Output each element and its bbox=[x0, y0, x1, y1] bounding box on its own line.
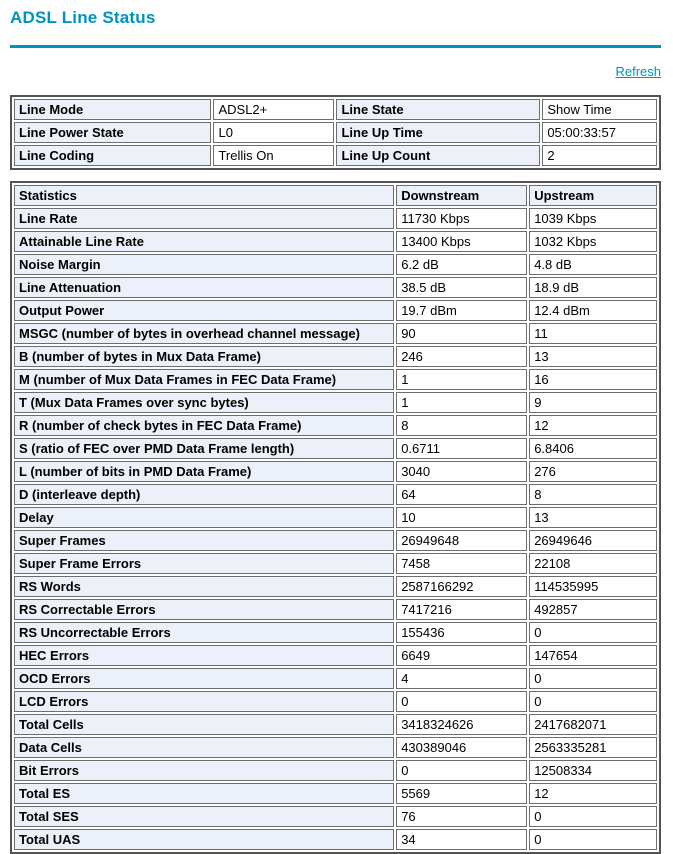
table-row bbox=[14, 231, 657, 252]
page-title: ADSL Line Status bbox=[10, 8, 156, 27]
stats-upstream-cell: 16 bbox=[529, 369, 657, 390]
stats-label-cell: RS Correctable Errors bbox=[14, 599, 394, 620]
stats-label-cell: D (interleave depth) bbox=[14, 484, 394, 505]
stats-downstream-cell: 13400 Kbps bbox=[396, 231, 527, 252]
table-row bbox=[14, 438, 657, 459]
stats-downstream-cell: 246 bbox=[396, 346, 527, 367]
stats-downstream-cell: 0.6711 bbox=[396, 438, 527, 459]
info-label-cell: Line Mode bbox=[14, 99, 211, 120]
stats-upstream-cell: 4.8 dB bbox=[529, 254, 657, 275]
table-row bbox=[14, 369, 657, 390]
stats-upstream-cell: 6.8406 bbox=[529, 438, 657, 459]
stats-header-cell: Downstream bbox=[396, 185, 527, 206]
stats-label-cell: Total ES bbox=[14, 783, 394, 804]
stats-upstream-cell: 12 bbox=[529, 415, 657, 436]
stats-downstream-cell: 430389046 bbox=[396, 737, 527, 758]
stats-downstream-cell: 0 bbox=[396, 760, 527, 781]
line-statistics-table-body bbox=[14, 185, 657, 850]
stats-upstream-cell: 0 bbox=[529, 829, 657, 850]
table-row bbox=[14, 691, 657, 712]
info-label-cell: Line State bbox=[336, 99, 540, 120]
stats-upstream-cell: 1032 Kbps bbox=[529, 231, 657, 252]
table-row bbox=[14, 277, 657, 298]
stats-label-cell: L (number of bits in PMD Data Frame) bbox=[14, 461, 394, 482]
stats-downstream-cell: 4 bbox=[396, 668, 527, 689]
info-value-cell: Trellis On bbox=[213, 145, 334, 166]
table-row bbox=[14, 99, 657, 120]
table-row bbox=[14, 599, 657, 620]
stats-downstream-cell: 7417216 bbox=[396, 599, 527, 620]
table-row bbox=[14, 323, 657, 344]
stats-downstream-cell: 3040 bbox=[396, 461, 527, 482]
stats-label-cell: T (Mux Data Frames over sync bytes) bbox=[14, 392, 394, 413]
stats-upstream-cell: 22108 bbox=[529, 553, 657, 574]
info-label-cell: Line Up Count bbox=[336, 145, 540, 166]
info-label-cell: Line Coding bbox=[14, 145, 211, 166]
stats-label-cell: Attainable Line Rate bbox=[14, 231, 394, 252]
stats-downstream-cell: 6.2 dB bbox=[396, 254, 527, 275]
stats-label-cell: Total Cells bbox=[14, 714, 394, 735]
table-row bbox=[14, 346, 657, 367]
stats-upstream-cell: 0 bbox=[529, 806, 657, 827]
stats-label-cell: HEC Errors bbox=[14, 645, 394, 666]
stats-label-cell: Super Frame Errors bbox=[14, 553, 394, 574]
table-row bbox=[14, 783, 657, 804]
stats-label-cell: Total SES bbox=[14, 806, 394, 827]
stats-upstream-cell: 9 bbox=[529, 392, 657, 413]
stats-downstream-cell: 2587166292 bbox=[396, 576, 527, 597]
table-row bbox=[14, 461, 657, 482]
stats-label-cell: OCD Errors bbox=[14, 668, 394, 689]
info-label-cell: Line Power State bbox=[14, 122, 211, 143]
stats-upstream-cell: 11 bbox=[529, 323, 657, 344]
table-row bbox=[14, 714, 657, 735]
stats-upstream-cell: 12 bbox=[529, 783, 657, 804]
stats-label-cell: RS Words bbox=[14, 576, 394, 597]
stats-label-cell: S (ratio of FEC over PMD Data Frame length) bbox=[14, 438, 394, 459]
table-row bbox=[14, 530, 657, 551]
table-row bbox=[14, 829, 657, 850]
table-row bbox=[14, 145, 657, 166]
stats-downstream-cell: 155436 bbox=[396, 622, 527, 643]
stats-upstream-cell: 276 bbox=[529, 461, 657, 482]
table-row bbox=[14, 122, 657, 143]
stats-label-cell: B (number of bytes in Mux Data Frame) bbox=[14, 346, 394, 367]
stats-downstream-cell: 10 bbox=[396, 507, 527, 528]
stats-downstream-cell: 1 bbox=[396, 392, 527, 413]
stats-label-cell: Noise Margin bbox=[14, 254, 394, 275]
stats-downstream-cell: 6649 bbox=[396, 645, 527, 666]
stats-label-cell: Total UAS bbox=[14, 829, 394, 850]
stats-label-cell: Super Frames bbox=[14, 530, 394, 551]
info-value-cell: L0 bbox=[213, 122, 334, 143]
stats-upstream-cell: 18.9 dB bbox=[529, 277, 657, 298]
table-row bbox=[14, 668, 657, 689]
stats-upstream-cell: 0 bbox=[529, 622, 657, 643]
info-value-cell: 05:00:33:57 bbox=[542, 122, 657, 143]
stats-upstream-cell: 147654 bbox=[529, 645, 657, 666]
stats-upstream-cell: 2563335281 bbox=[529, 737, 657, 758]
stats-downstream-cell: 8 bbox=[396, 415, 527, 436]
stats-upstream-cell: 13 bbox=[529, 346, 657, 367]
stats-upstream-cell: 114535995 bbox=[529, 576, 657, 597]
stats-downstream-cell: 3418324626 bbox=[396, 714, 527, 735]
stats-downstream-cell: 34 bbox=[396, 829, 527, 850]
stats-downstream-cell: 1 bbox=[396, 369, 527, 390]
table-row bbox=[14, 208, 657, 229]
info-value-cell: ADSL2+ bbox=[213, 99, 334, 120]
stats-label-cell: Delay bbox=[14, 507, 394, 528]
stats-label-cell: R (number of check bytes in FEC Data Frame) bbox=[14, 415, 394, 436]
stats-label-cell: M (number of Mux Data Frames in FEC Data Frame) bbox=[14, 369, 394, 390]
info-value-cell: Show Time bbox=[542, 99, 657, 120]
stats-label-cell: Bit Errors bbox=[14, 760, 394, 781]
table-row bbox=[14, 737, 657, 758]
stats-label-cell: MSGC (number of bytes in overhead channel message) bbox=[14, 323, 394, 344]
refresh-row bbox=[10, 64, 661, 79]
stats-label-cell: RS Uncorrectable Errors bbox=[14, 622, 394, 643]
stats-label-cell: Line Attenuation bbox=[14, 277, 394, 298]
stats-upstream-cell: 13 bbox=[529, 507, 657, 528]
stats-upstream-cell: 8 bbox=[529, 484, 657, 505]
info-label-cell: Line Up Time bbox=[336, 122, 540, 143]
table-row bbox=[14, 300, 657, 321]
stats-downstream-cell: 7458 bbox=[396, 553, 527, 574]
stats-label-cell: Output Power bbox=[14, 300, 394, 321]
stats-upstream-cell: 492857 bbox=[529, 599, 657, 620]
stats-downstream-cell: 19.7 dBm bbox=[396, 300, 527, 321]
line-info-table-body bbox=[14, 99, 657, 166]
stats-upstream-cell: 12.4 dBm bbox=[529, 300, 657, 321]
table-row bbox=[14, 254, 657, 275]
refresh-link[interactable]: Refresh bbox=[615, 64, 661, 79]
stats-downstream-cell: 38.5 dB bbox=[396, 277, 527, 298]
stats-downstream-cell: 76 bbox=[396, 806, 527, 827]
title-divider bbox=[10, 45, 661, 48]
table-row bbox=[14, 576, 657, 597]
stats-downstream-cell: 5569 bbox=[396, 783, 527, 804]
stats-upstream-cell: 2417682071 bbox=[529, 714, 657, 735]
stats-upstream-cell: 1039 Kbps bbox=[529, 208, 657, 229]
table-row bbox=[14, 645, 657, 666]
stats-label-cell: Data Cells bbox=[14, 737, 394, 758]
stats-upstream-cell: 26949646 bbox=[529, 530, 657, 551]
stats-label-cell: Line Rate bbox=[14, 208, 394, 229]
stats-header-cell: Upstream bbox=[529, 185, 657, 206]
stats-downstream-cell: 64 bbox=[396, 484, 527, 505]
stats-upstream-cell: 0 bbox=[529, 691, 657, 712]
table-row bbox=[14, 553, 657, 574]
table-row bbox=[14, 415, 657, 436]
stats-upstream-cell: 12508334 bbox=[529, 760, 657, 781]
table-row bbox=[14, 507, 657, 528]
stats-downstream-cell: 26949648 bbox=[396, 530, 527, 551]
table-row bbox=[14, 484, 657, 505]
table-row bbox=[14, 806, 657, 827]
stats-header-row bbox=[14, 185, 657, 206]
stats-downstream-cell: 11730 Kbps bbox=[396, 208, 527, 229]
line-info-table bbox=[10, 95, 661, 170]
stats-label-cell: LCD Errors bbox=[14, 691, 394, 712]
table-row bbox=[14, 392, 657, 413]
table-row bbox=[14, 622, 657, 643]
info-value-cell: 2 bbox=[542, 145, 657, 166]
table-row bbox=[14, 760, 657, 781]
stats-upstream-cell: 0 bbox=[529, 668, 657, 689]
stats-header-cell: Statistics bbox=[14, 185, 394, 206]
line-statistics-table bbox=[10, 181, 661, 854]
stats-downstream-cell: 0 bbox=[396, 691, 527, 712]
stats-downstream-cell: 90 bbox=[396, 323, 527, 344]
